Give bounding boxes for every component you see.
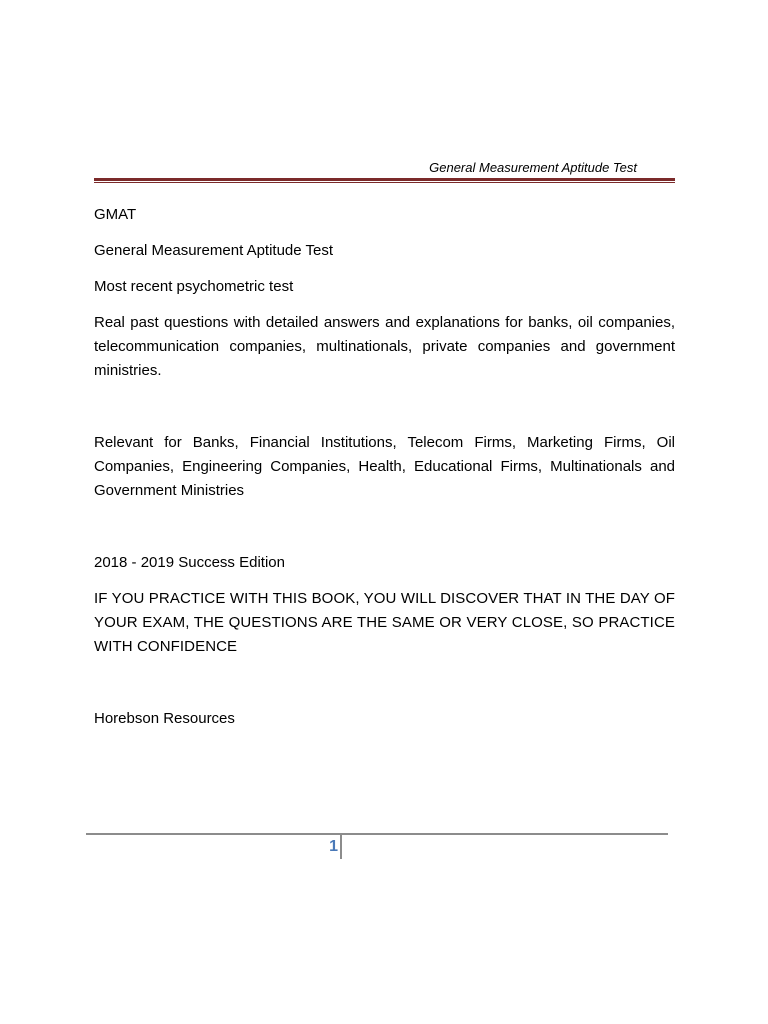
practice-notice: IF YOU PRACTICE WITH THIS BOOK, YOU WILL DISCOVER THAT IN THE DAY OF YOUR EXAM, THE QUESTIONS ARE THE SAME OR VERY CLOSE, SO PRACTICE WITH CONFIDENCE [94, 590, 675, 655]
page-body [94, 203, 675, 731]
edition-line: 2018 - 2019 Success Edition [94, 554, 285, 571]
header-rule-thin [94, 182, 675, 183]
page-number: 1 [329, 838, 338, 855]
description-paragraph: Real past questions with detailed answers and explanations for banks, oil companies, telecommunication companies, multinationals, private companies and government ministries. [94, 314, 675, 379]
subtitle-line: Most recent psychometric test [94, 278, 294, 295]
running-header: General Measurement Aptitude Test [429, 160, 637, 175]
footer-rule [86, 833, 668, 835]
header-rule [94, 178, 675, 181]
publisher-line: Horebson Resources [94, 710, 235, 727]
relevance-paragraph: Relevant for Banks, Financial Institutions, Telecom Firms, Marketing Firms, Oil Companies, Engineering Companies, Health, Educational Firms, Multinationals and Government Ministries [94, 434, 675, 499]
acronym-line: GMAT [94, 206, 137, 223]
full-title-line: General Measurement Aptitude Test [94, 242, 334, 259]
page-number-divider [340, 835, 342, 859]
